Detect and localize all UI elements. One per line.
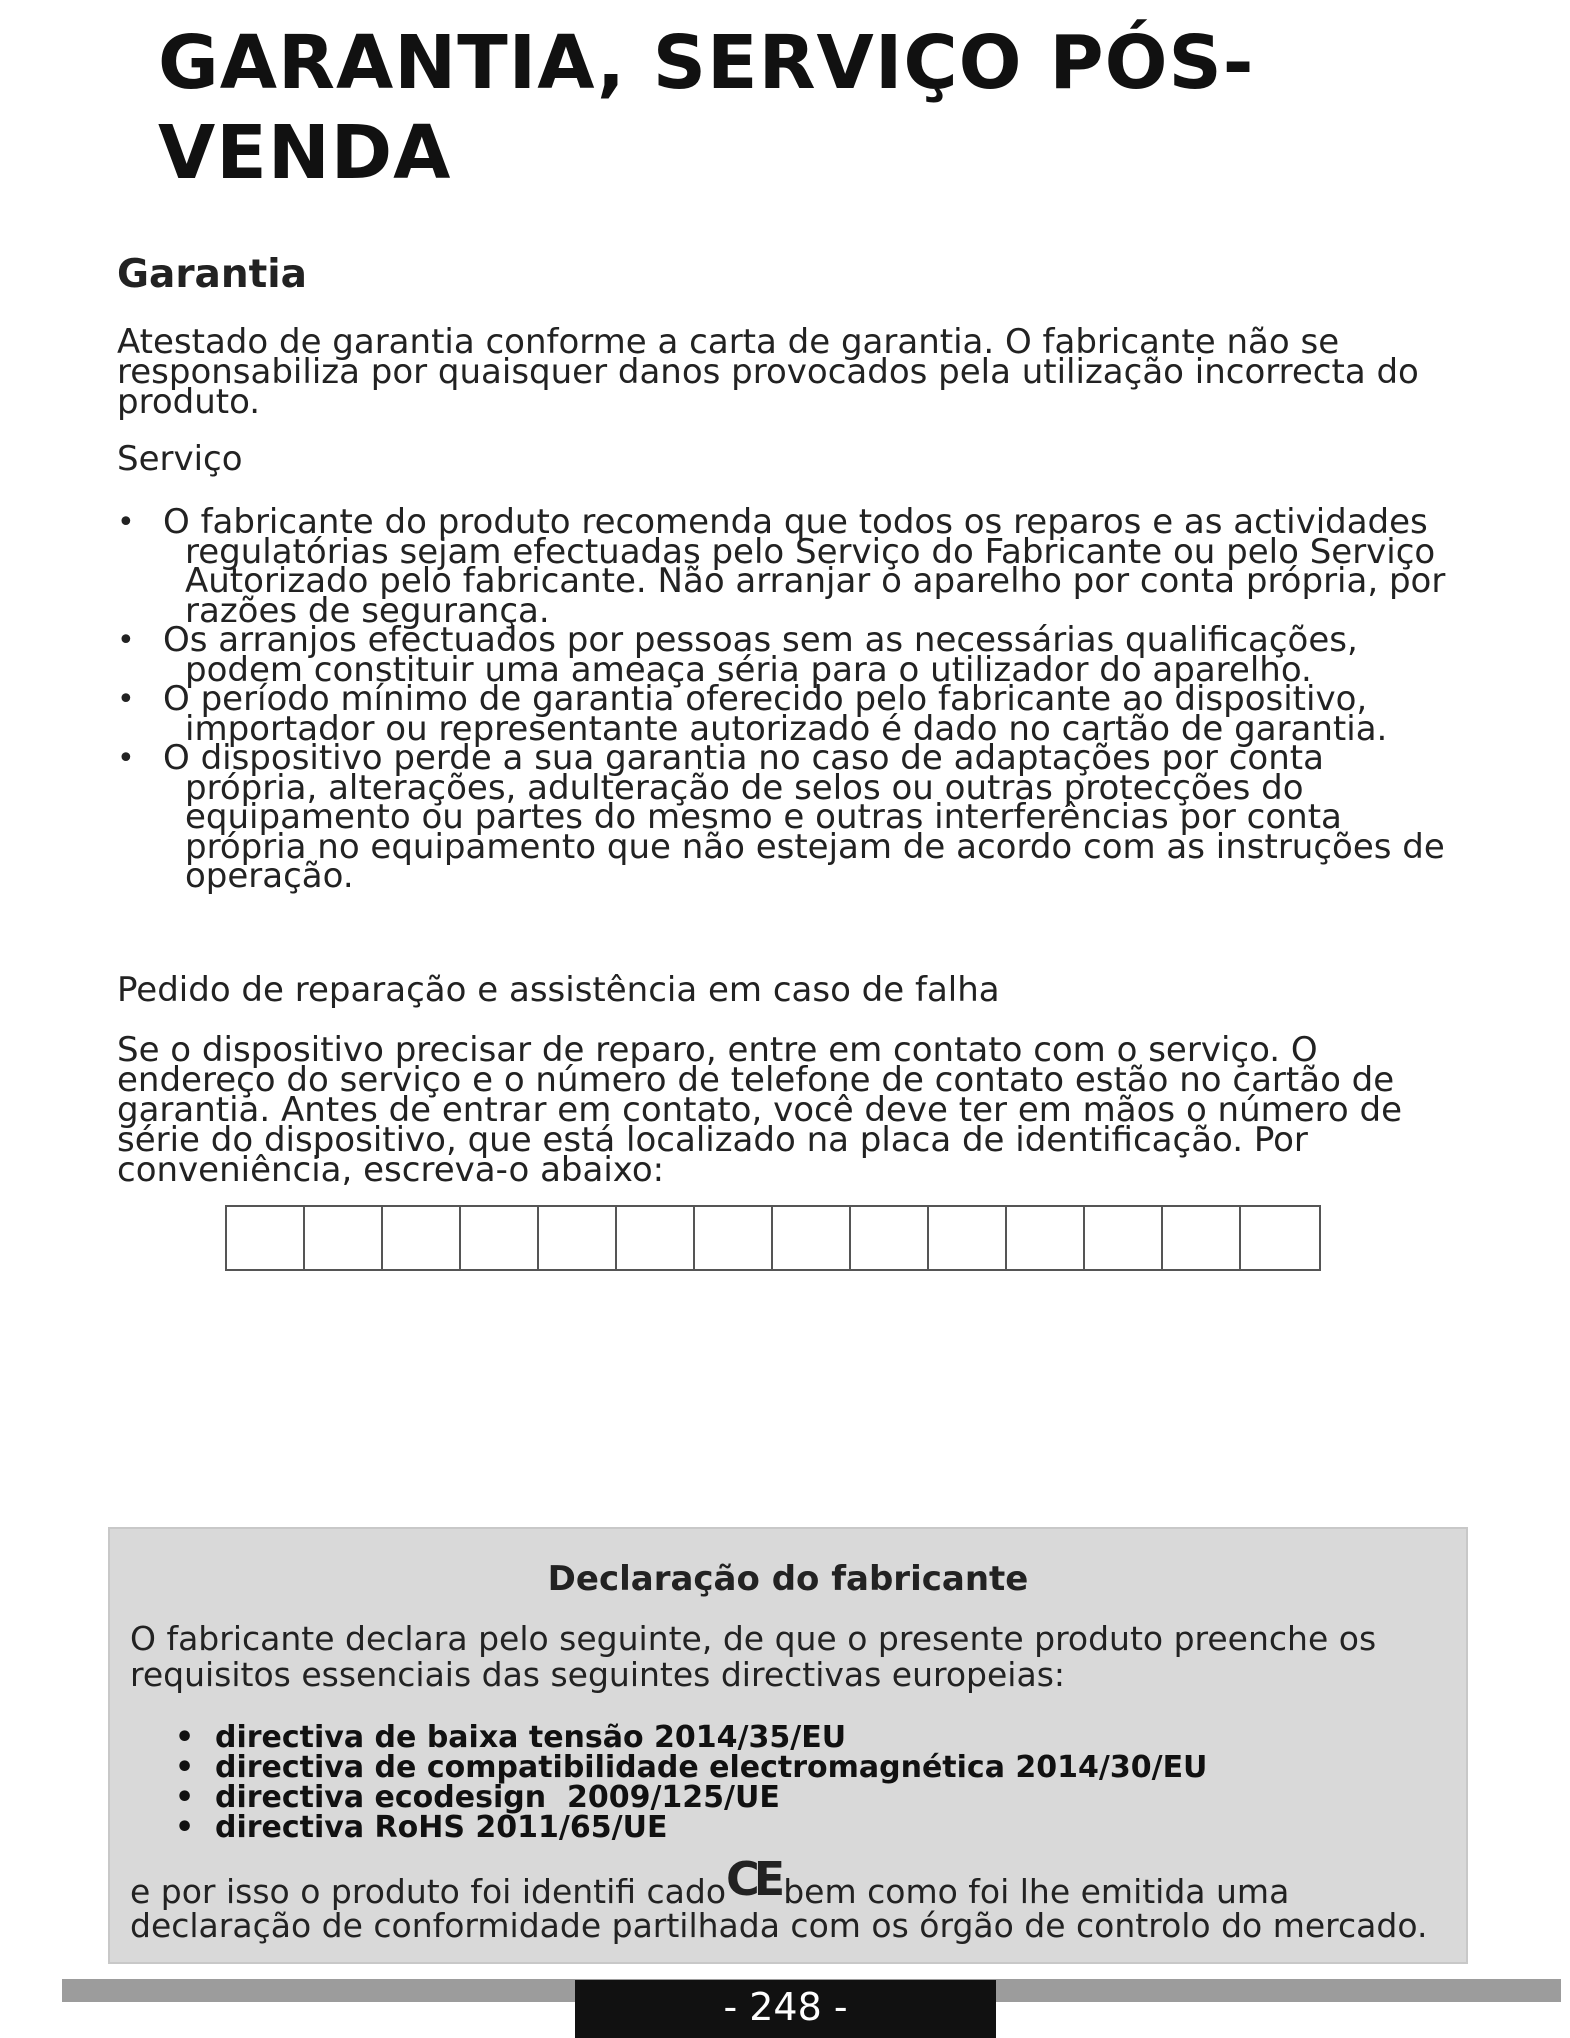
servico-bullet-text: O fabricante do produto recomenda que todos os reparos e as actividades regulatórias sejam efectuadas pelo Serviço do Fabricante ou pelo Serviço Autorizado pelo fabricante. Não arranjar o aparelho por conta própria, por razões de segurança. bbox=[163, 502, 1446, 631]
list-item bbox=[175, 1720, 1207, 1755]
directive-text: directiva de baixa tensão 2014/35/EU bbox=[215, 1720, 847, 1755]
bullet-icon: • bbox=[175, 1810, 195, 1845]
bullet-icon: • bbox=[117, 505, 135, 540]
serial-digit-box[interactable] bbox=[1163, 1207, 1241, 1269]
manufacturer-declaration-box bbox=[108, 1527, 1468, 1964]
declaration-closing-before: e por isso o produto foi identifi cado bbox=[130, 1872, 727, 1911]
directive-list bbox=[175, 1720, 1208, 1845]
serial-digit-box[interactable] bbox=[851, 1207, 929, 1269]
reparacao-text: Se o dispositivo precisar de reparo, entre em contato com o serviço. O endereço do serviço e o número de telefone de contato estão no cartão de garantia. Antes de entrar em contato, você deve ter em mãos o número de série do dispositivo, que está localizado na placa de identificação. Por conveniência, escreva-o abaixo: bbox=[117, 1030, 1403, 1190]
bullet-icon: • bbox=[175, 1750, 195, 1785]
serial-digit-box[interactable] bbox=[305, 1207, 383, 1269]
declaration-closing bbox=[130, 1852, 1430, 1945]
directive-text: directiva RoHS 2011/65/UE bbox=[215, 1810, 668, 1845]
directive-text: directiva ecodesign 2009/125/UE bbox=[215, 1780, 780, 1815]
list-item bbox=[117, 679, 1462, 749]
bullet-icon: • bbox=[175, 1720, 195, 1755]
servico-bullet-text: O dispositivo perde a sua garantia no caso de adaptações por conta própria, alterações, adulteração de selos ou outras protecções do equipamento ou partes do mesmo e outras interferências por conta própria no equipamento que não estejam de acordo com as instruções de operação. bbox=[163, 738, 1445, 896]
ce-mark-icon: CE bbox=[726, 1852, 780, 1906]
directive-text: directiva de compatibilidade electromagnética 2014/30/EU bbox=[215, 1750, 1208, 1785]
declaration-title: Declaração do fabricante bbox=[547, 1559, 1029, 1599]
page-number: - 248 - bbox=[575, 1980, 996, 2038]
garantia-heading: Garantia bbox=[117, 252, 307, 297]
list-item bbox=[175, 1750, 1208, 1785]
serial-digit-box[interactable] bbox=[1007, 1207, 1085, 1269]
servico-bullet-list bbox=[117, 502, 1462, 896]
servico-heading: Serviço bbox=[117, 439, 243, 479]
serial-digit-box[interactable] bbox=[929, 1207, 1007, 1269]
declaration-intro: O fabricante declara pelo seguinte, de que o presente produto preenche os requisitos essenciais das seguintes directivas europeias: bbox=[130, 1619, 1377, 1694]
serial-digit-box[interactable] bbox=[695, 1207, 773, 1269]
serial-digit-box[interactable] bbox=[539, 1207, 617, 1269]
declaration-closing-after: bem como foi lhe emitida uma declaração de conformidade partilhada com os órgão de controlo do mercado. bbox=[130, 1872, 1428, 1945]
bullet-icon: • bbox=[175, 1780, 195, 1815]
list-item bbox=[117, 620, 1462, 690]
reparacao-heading: Pedido de reparação e assistência em caso de falha bbox=[117, 970, 1000, 1010]
list-item bbox=[175, 1810, 1207, 1845]
garantia-text: Atestado de garantia conforme a carta de garantia. O fabricante não se responsabiliza por quaisquer danos provocados pela utilização incorrecta do produto. bbox=[117, 322, 1419, 422]
serial-digit-box[interactable] bbox=[227, 1207, 305, 1269]
servico-bullet-text: O período mínimo de garantia oferecido pelo fabricante ao dispositivo, importador ou representante autorizado é dado no cartão de garantia. bbox=[163, 679, 1388, 749]
serial-digit-box[interactable] bbox=[773, 1207, 851, 1269]
serial-digit-box[interactable] bbox=[383, 1207, 461, 1269]
serial-digit-box[interactable] bbox=[617, 1207, 695, 1269]
serial-digit-box[interactable] bbox=[1241, 1207, 1319, 1269]
list-item bbox=[117, 738, 1462, 896]
servico-bullet-text: Os arranjos efectuados por pessoas sem as necessárias qualificações, podem constituir uma ameaça séria para o utilizador do aparelho. bbox=[163, 620, 1358, 690]
bullet-icon: • bbox=[117, 623, 135, 658]
serial-digit-box[interactable] bbox=[461, 1207, 539, 1269]
list-item bbox=[175, 1780, 1207, 1815]
serial-number-boxes[interactable] bbox=[225, 1205, 1321, 1271]
list-item bbox=[117, 502, 1462, 631]
bullet-icon: • bbox=[117, 741, 135, 776]
page-title: GARANTIA, SERVIÇO PÓS-VENDA bbox=[158, 20, 1255, 196]
serial-digit-box[interactable] bbox=[1085, 1207, 1163, 1269]
bullet-icon: • bbox=[117, 682, 135, 717]
